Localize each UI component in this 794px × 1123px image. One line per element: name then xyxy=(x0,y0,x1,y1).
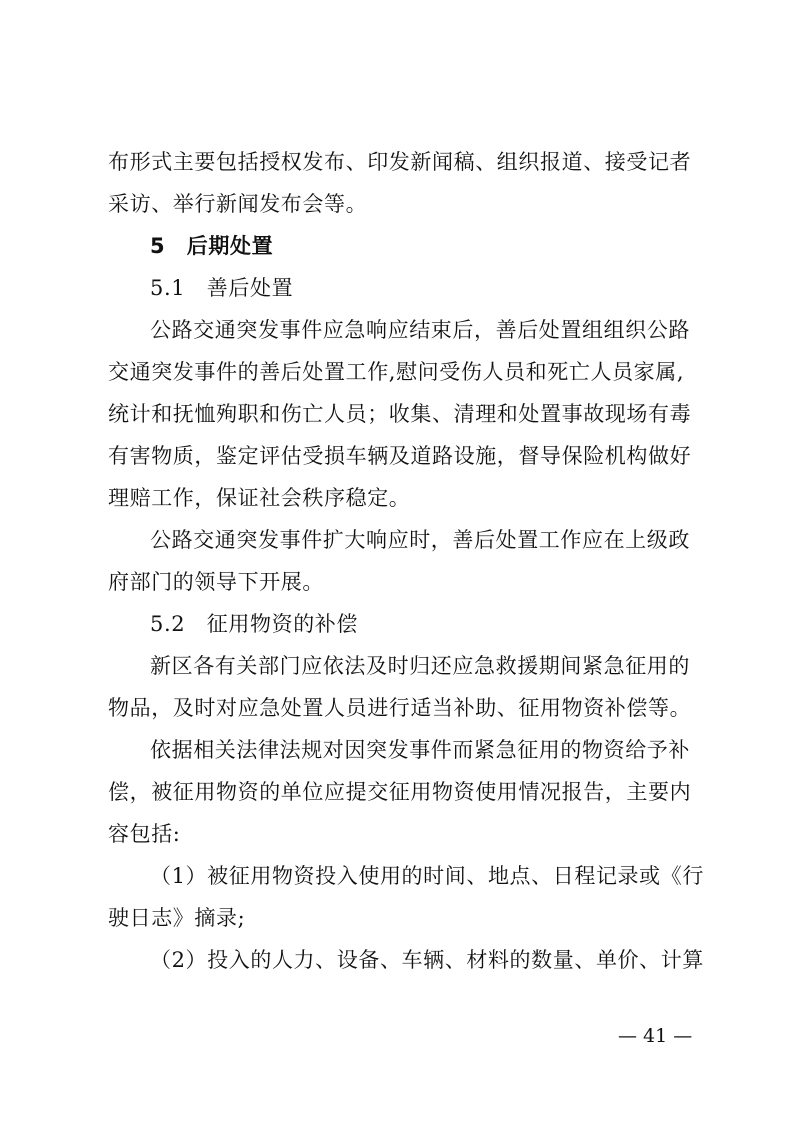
paragraph-line: 府部门的领导下开展。 xyxy=(108,570,324,594)
section-heading: 5 后期处置 xyxy=(150,234,274,258)
subsection-heading: 5.2 征用物资的补偿 xyxy=(150,612,358,636)
list-item-line: （2）投入的人力、设备、车辆、材料的数量、单价、计算 xyxy=(150,948,704,972)
list-item-line: 驶日志》摘录; xyxy=(108,906,246,930)
subsection-heading: 5.1 善后处置 xyxy=(150,276,294,300)
paragraph-line: 物品，及时对应急处置人员进行适当补助、征用物资补偿等。 xyxy=(108,696,692,720)
paragraph-line: 采访、举行新闻发布会等。 xyxy=(108,192,368,216)
paragraph-line: 交通突发事件的善后处置工作,慰问受伤人员和死亡人员家属, xyxy=(108,360,685,384)
page-number: — 41 — xyxy=(618,1025,693,1047)
paragraph-line: 依据相关法律法规对因突发事件而紧急征用的物资给予补 xyxy=(150,738,690,762)
list-item-line: （1）被征用物资投入使用的时间、地点、日程记录或《行 xyxy=(150,864,704,888)
paragraph-line: 公路交通突发事件扩大响应时，善后处置工作应在上级政 xyxy=(150,528,690,552)
paragraph-line: 统计和抚恤殉职和伤亡人员；收集、清理和处置事故现场有毒 xyxy=(108,402,692,426)
paragraph-line: 新区各有关部门应依法及时归还应急救援期间紧急征用的 xyxy=(150,654,690,678)
paragraph-line: 布形式主要包括授权发布、印发新闻稿、组织报道、接受记者 xyxy=(108,150,692,174)
paragraph-line: 偿，被征用物资的单位应提交征用物资使用情况报告，主要内 xyxy=(108,780,692,804)
paragraph-line: 公路交通突发事件应急响应结束后，善后处置组组织公路 xyxy=(150,318,690,342)
paragraph-line: 容包括: xyxy=(108,822,181,846)
paragraph-line: 理赔工作，保证社会秩序稳定。 xyxy=(108,486,411,510)
paragraph-line: 有害物质，鉴定评估受损车辆及道路设施，督导保险机构做好 xyxy=(108,444,692,468)
